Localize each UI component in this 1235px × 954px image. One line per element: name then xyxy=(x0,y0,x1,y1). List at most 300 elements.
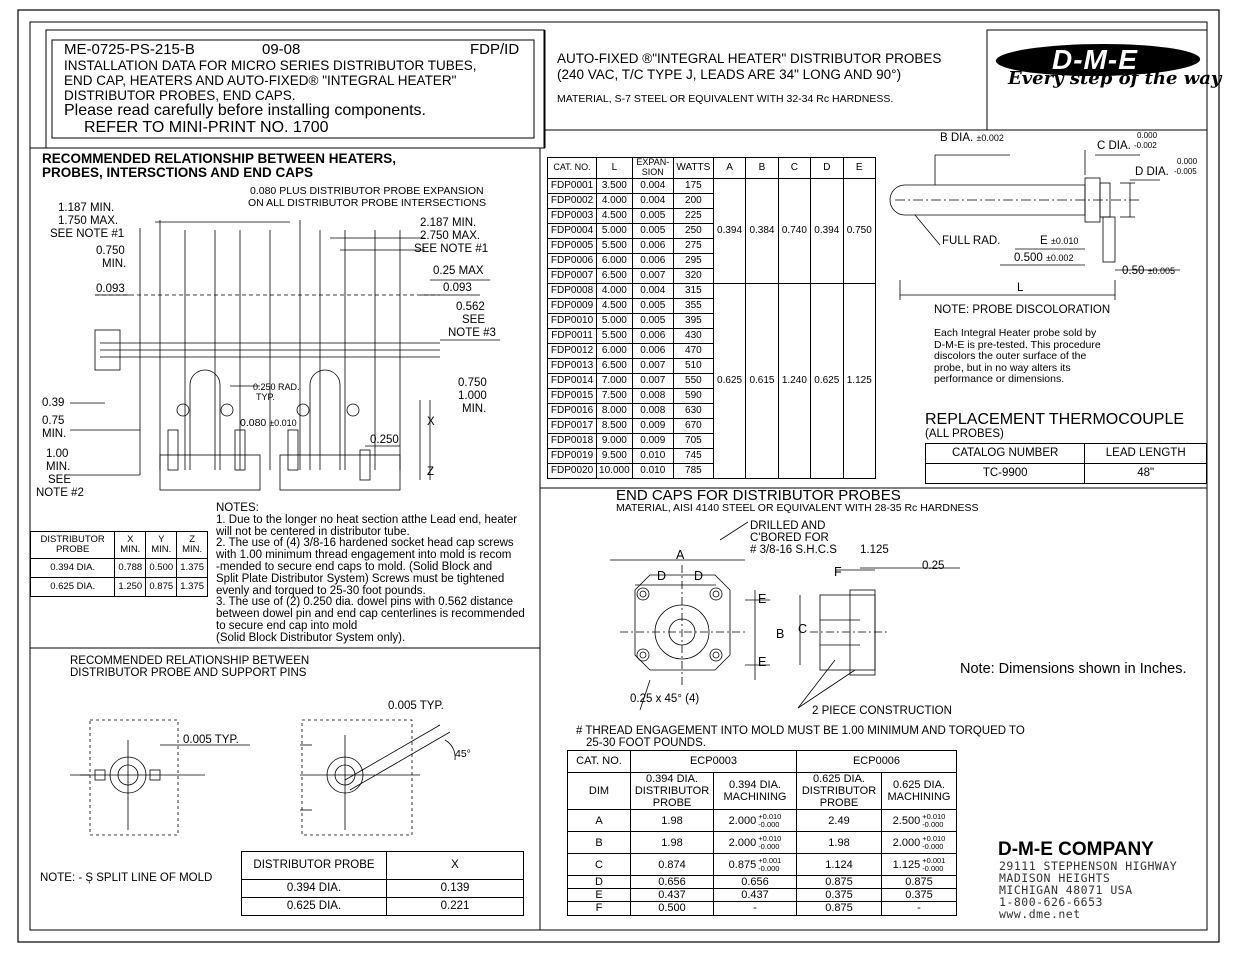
discoloration-line: performance or dimensions. xyxy=(934,373,1065,385)
table-row xyxy=(242,898,524,916)
probe-cell: 250 xyxy=(673,223,713,238)
dim-1187-min: 1.187 MIN. xyxy=(58,202,115,214)
probe-cell: 6.000 xyxy=(597,343,633,358)
refer-note: REFER TO MINI-PRINT NO. 1700 xyxy=(84,119,329,136)
notes-line: NOTES: xyxy=(216,502,259,514)
probe-cell: FDP0010 xyxy=(548,313,597,328)
probe-cell: 355 xyxy=(673,298,713,313)
end-cap-two-piece: 2 PIECE CONSTRUCTION xyxy=(812,705,952,717)
probe-cell: 6.000 xyxy=(597,253,633,268)
support-pins-table xyxy=(241,851,524,916)
probe-cell: 8.500 xyxy=(597,418,633,433)
notes-line: 3. The use of (2) 0.250 dia. dowel pins with 0.562 distance xyxy=(216,596,514,609)
ecp-value: 1.124 xyxy=(825,858,853,871)
dim-0250-rad: 0.250 RAD. xyxy=(253,382,300,392)
ecp-value: 0.375 xyxy=(905,889,933,902)
probe-cell: FDP0003 xyxy=(548,208,597,223)
probe-cell: FDP0013 xyxy=(548,358,597,373)
support-title-2: DISTRIBUTOR PROBE AND SUPPORT PINS xyxy=(70,667,307,679)
dim-c-tol-bot: -0.002 xyxy=(1134,141,1157,150)
ecp-tolerance xyxy=(922,857,945,873)
probe-cell: 470 xyxy=(673,343,713,358)
end-cap-dim-e1: E xyxy=(758,592,767,606)
discoloration-line: D-M-E is pre-tested. This procedure xyxy=(934,338,1101,351)
ecp-tolerance-plus: +0.010 xyxy=(922,811,946,821)
ecp-value: 1.98 xyxy=(661,814,683,827)
ecp-value: - xyxy=(917,902,921,915)
probe-cell: 0.007 xyxy=(632,358,673,373)
dim-0750-right: 0.750 xyxy=(458,377,487,389)
ecp-cell xyxy=(714,854,797,876)
discoloration-line: Each Integral Heater probe sold by xyxy=(934,327,1097,339)
dim-c-tol-top: 0.000 xyxy=(1137,131,1158,140)
please-read-note: Please read carefully before installing components. xyxy=(64,102,426,119)
probe-cell: 0.005 xyxy=(632,223,673,238)
end-cap-dim-f: F xyxy=(834,565,842,579)
xyz-header-x: X MIN. xyxy=(115,532,146,559)
tc-header-lead: LEAD LENGTH xyxy=(1085,444,1207,464)
ecp-cell xyxy=(797,832,882,854)
thread-note-2: 25-30 FOOT POUNDS. xyxy=(586,737,706,749)
notes-line: (Solid Block Distributor System only). xyxy=(216,631,406,644)
discoloration-line: discolors the outer surface of the xyxy=(934,350,1087,362)
end-caps-title: END CAPS FOR DISTRIBUTOR PROBES xyxy=(616,487,901,504)
probe-cell: 7.000 xyxy=(597,373,633,388)
ecp-value: 2.000 xyxy=(728,814,757,827)
xyz-min-table xyxy=(30,531,208,597)
xyz-header-probe: DISTRIBUTOR PROBE xyxy=(31,532,115,559)
ecp-value: 1.125 xyxy=(892,858,921,871)
probe-cell: 6.500 xyxy=(597,268,633,283)
probe-cell: 430 xyxy=(673,328,713,343)
dim-full-rad: FULL RAD. xyxy=(942,235,1001,247)
tc-lead-length: 48" xyxy=(1085,464,1207,484)
probe-cell: 0.006 xyxy=(632,328,673,343)
probe-cell: 6.500 xyxy=(597,358,633,373)
probe-cell: 0.004 xyxy=(632,283,673,298)
dim-025-max: 0.25 MAX xyxy=(433,265,484,277)
expansion-note-2: ON ALL DISTRIBUTOR PROBE INTERSECTIONS xyxy=(248,197,487,209)
probe-cell: 745 xyxy=(673,448,713,463)
dim-0750-min-label: MIN. xyxy=(102,258,127,270)
ecp-tolerance-minus: -0.000 xyxy=(922,863,944,873)
probe-cell: 705 xyxy=(673,433,713,448)
dim-2750-max: 2.750 MAX. xyxy=(420,230,481,242)
probe-dim-cell: 0.394 xyxy=(713,178,745,283)
dim-0562-note: NOTE #3 xyxy=(448,327,496,339)
end-cap-dim-d1: D xyxy=(657,569,667,583)
dimensions-note: Note: Dimensions shown in Inches. xyxy=(960,661,1187,677)
ecp-sub-header: 0.394 DIA. MACHINING xyxy=(714,773,797,810)
probe-cell: 0.009 xyxy=(632,418,673,433)
table-row xyxy=(568,902,957,915)
xyz-cell: 0.625 DIA. xyxy=(31,578,115,597)
dim-0093-left: 0.093 xyxy=(96,283,125,295)
notes-line: -mended to secure end caps to mold. (Solid Block and xyxy=(216,560,493,573)
probe-cell: FDP0005 xyxy=(548,238,597,253)
notes-line: with 1.00 minimum thread engagement into mold is recom xyxy=(216,549,512,562)
probe-cell: 225 xyxy=(673,208,713,223)
notes-line: will not be centered in distributor tube. xyxy=(216,525,410,538)
probe-cell: 0.008 xyxy=(632,388,673,403)
ecp-value: 2.500 xyxy=(892,814,921,827)
end-cap-dim-1125: 1.125 xyxy=(860,544,889,556)
probe-catalog-table xyxy=(547,157,876,479)
notes-line: evenly and torqued to 25-30 foot pounds. xyxy=(216,584,426,597)
probe-cell: 9.500 xyxy=(597,448,633,463)
probe-cell: FDP0014 xyxy=(548,373,597,388)
support-cell: 0.221 xyxy=(387,898,524,916)
probe-cell: 5.000 xyxy=(597,313,633,328)
ecp-header-cat: CAT. NO. xyxy=(568,751,631,773)
xyz-cell: 0.875 xyxy=(146,578,177,597)
company-address-line: 29111 STEPHENSON HIGHWAY xyxy=(999,859,1178,873)
logo-tagline: Every step of the way xyxy=(1008,68,1222,89)
probes-material: MATERIAL, S-7 STEEL OR EQUIVALENT WITH 32-34 Rc HARDNESS. xyxy=(557,93,894,105)
ecp-cell xyxy=(714,810,797,832)
dim-0562: 0.562 xyxy=(456,301,485,313)
support-cell: 0.625 DIA. xyxy=(242,898,387,916)
dim-see-note-1-left: SEE NOTE #1 xyxy=(50,228,125,240)
dim-2187-min: 2.187 MIN. xyxy=(420,217,477,229)
probe-cell: FDP0019 xyxy=(548,448,597,463)
xyz-cell: 1.375 xyxy=(177,578,208,597)
probe-header-watts: WATTS xyxy=(673,158,713,179)
ecp-tolerance xyxy=(758,835,781,851)
ecp-cell xyxy=(568,876,631,889)
probe-cell: 630 xyxy=(673,403,713,418)
dim-039: 0.39 xyxy=(42,397,65,409)
ecp-sub-header: 0.625 DIA. DISTRIBUTOR PROBE xyxy=(797,773,882,810)
company-address-line: MICHIGAN 48071 USA xyxy=(999,883,1133,897)
ecp-cell xyxy=(568,854,631,876)
notes-line: between dowel pin and end cap centerlines is recommended xyxy=(216,608,525,621)
dim-0500: 0.500 ±0.002 xyxy=(1014,252,1074,264)
ecp-value: F xyxy=(595,902,603,915)
ecp-value: A xyxy=(595,814,603,827)
dim-0080: 0.080 ±0.010 xyxy=(240,417,297,429)
ecp-cell xyxy=(882,889,957,902)
dim-100: 1.00 xyxy=(46,448,69,460)
xyz-cell: 0.394 DIA. xyxy=(31,559,115,578)
support-angle: 45° xyxy=(455,748,471,760)
ecp-tolerance-plus: +0.010 xyxy=(758,833,782,843)
ecp-value: 0.875 xyxy=(825,902,853,915)
xyz-cell: 0.788 xyxy=(115,559,146,578)
probe-dim-cell: 1.125 xyxy=(843,283,875,478)
probe-header-c: C xyxy=(778,158,810,179)
thermocouple-table xyxy=(925,443,1207,484)
notes-line: Split Plate Distributor System) Screws must be tightened xyxy=(216,572,505,585)
probe-cell: 9.000 xyxy=(597,433,633,448)
probe-cell: 0.010 xyxy=(632,448,673,463)
dim-x-label: X xyxy=(427,416,435,428)
tc-catalog-number: TC-9900 xyxy=(926,464,1085,484)
dim-0093-right: 0.093 xyxy=(443,282,472,294)
ecp-sub-header: 0.625 DIA. MACHINING xyxy=(882,773,957,810)
probe-cell: 8.000 xyxy=(597,403,633,418)
end-cap-drilled-3: # 3/8-16 S.H.C.S xyxy=(750,544,837,556)
ecp-cell xyxy=(631,832,714,854)
probe-cell: 590 xyxy=(673,388,713,403)
dim-0562-see: SEE xyxy=(462,314,486,326)
dim-1750-max: 1.750 MAX. xyxy=(58,215,119,227)
table-row xyxy=(568,810,957,832)
dim-0250: 0.250 xyxy=(370,434,399,446)
probe-cell: 275 xyxy=(673,238,713,253)
company-website: www.dme.net xyxy=(999,907,1081,921)
company-address xyxy=(999,860,1177,920)
logo-brand: D-M-E xyxy=(1052,44,1138,75)
probe-dim-cell: 0.384 xyxy=(746,178,778,283)
ecp-value: 2.000 xyxy=(892,836,921,849)
probe-header-b: B xyxy=(746,158,778,179)
probe-cell: FDP0008 xyxy=(548,283,597,298)
ecp-value: C xyxy=(595,858,603,871)
probe-cell: 5.500 xyxy=(597,328,633,343)
probe-cell: 7.500 xyxy=(597,388,633,403)
dim-see-note-1-right: SEE NOTE #1 xyxy=(414,243,489,255)
discoloration-text xyxy=(934,328,1101,386)
ecp-value: 0.875 xyxy=(905,876,933,889)
dim-d-tol-bot: -0.005 xyxy=(1174,167,1197,176)
support-typ-left: 0.005 TYP. xyxy=(183,734,239,746)
ecp-table xyxy=(567,750,957,916)
ecp-tolerance-plus: +0.010 xyxy=(922,833,946,843)
ecp-cell xyxy=(568,889,631,902)
ecp-value: 0.656 xyxy=(741,876,769,889)
probe-dim-cell: 0.615 xyxy=(746,283,778,478)
ecp-value: 0.656 xyxy=(658,876,686,889)
probe-cell: 200 xyxy=(673,193,713,208)
probe-cell: FDP0015 xyxy=(548,388,597,403)
ecp-cell xyxy=(882,832,957,854)
ecp-tolerance-minus: -0.000 xyxy=(922,819,944,829)
ecp-cell xyxy=(882,902,957,915)
ecp-cell xyxy=(882,876,957,889)
ecp-value: D xyxy=(595,876,603,889)
dim-z-label: Z xyxy=(427,466,435,478)
ecp-tolerance xyxy=(922,835,945,851)
probe-dim-cell: 0.625 xyxy=(811,283,843,478)
end-cap-drilled-2: C'BORED FOR xyxy=(750,532,829,544)
probe-cell: 785 xyxy=(673,463,713,478)
dim-l: L xyxy=(1017,282,1024,294)
probe-cell: FDP0004 xyxy=(548,223,597,238)
probe-cell: 395 xyxy=(673,313,713,328)
end-cap-dim-a: A xyxy=(676,548,685,562)
ecp-cell xyxy=(714,902,797,915)
ecp-cell xyxy=(631,889,714,902)
probe-dim-cell: 0.750 xyxy=(843,178,875,283)
ecp-value: 0.437 xyxy=(741,889,769,902)
probe-cell: FDP0012 xyxy=(548,343,597,358)
ecp-tolerance-plus: +0.010 xyxy=(758,811,782,821)
end-cap-chamfer: 0.25 x 45° (4) xyxy=(630,693,700,705)
expansion-note-1: 0.080 PLUS DISTRIBUTOR PROBE EXPANSION xyxy=(250,185,484,197)
xyz-header-y: Y MIN. xyxy=(146,532,177,559)
probe-cell: FDP0007 xyxy=(548,268,597,283)
probe-cell: 175 xyxy=(673,178,713,193)
probe-cell: 5.000 xyxy=(597,223,633,238)
ecp-value: 0.875 xyxy=(728,858,757,871)
dim-075-min: MIN. xyxy=(42,428,67,440)
dim-d-dia: D DIA. xyxy=(1135,166,1169,178)
probe-cell: 510 xyxy=(673,358,713,373)
ecp-tolerance-minus: -0.000 xyxy=(922,841,944,851)
probe-cell: 295 xyxy=(673,253,713,268)
dim-0750-min: 0.750 xyxy=(96,245,125,257)
ecp-tolerance-minus: -0.000 xyxy=(758,841,780,851)
ecp-tolerance xyxy=(758,857,781,873)
probe-cell: 0.004 xyxy=(632,193,673,208)
support-title-1: RECOMMENDED RELATIONSHIP BETWEEN xyxy=(70,655,310,667)
probe-dim-cell: 1.240 xyxy=(778,283,810,478)
probe-cell: 0.007 xyxy=(632,268,673,283)
ecp-value: 0.375 xyxy=(825,889,853,902)
support-header-probe: DISTRIBUTOR PROBE xyxy=(242,852,387,880)
dim-b-dia: B DIA. ±0.002 xyxy=(940,132,1004,144)
ecp-cell xyxy=(797,889,882,902)
ecp-value: - xyxy=(753,902,757,915)
ecp-header-dim: DIM xyxy=(568,773,631,810)
split-line-note: NOTE: - Ș SPLIT LINE OF MOLD xyxy=(40,872,213,884)
ecp-header-ecp0003: ECP0003 xyxy=(631,751,797,773)
end-cap-dim-d2: D xyxy=(694,569,704,583)
end-cap-drilled-1: DRILLED AND xyxy=(750,520,826,532)
doc-number: ME-0725-PS-215-B xyxy=(64,41,195,58)
support-cell: 0.394 DIA. xyxy=(242,880,387,898)
dim-e: E ±0.010 xyxy=(1040,235,1079,247)
thermocouple-title: REPLACEMENT THERMOCOUPLE xyxy=(925,411,1185,428)
support-typ-right: 0.005 TYP. xyxy=(388,700,444,712)
probe-cell: 670 xyxy=(673,418,713,433)
dim-100-see: SEE xyxy=(48,474,72,486)
ecp-value: E xyxy=(595,889,603,902)
probe-header-a: A xyxy=(713,158,745,179)
probes-title-line-2: (240 VAC, T/C TYPE J, LEADS ARE 34" LONG AND 90°) xyxy=(557,67,902,82)
probe-cell: 0.007 xyxy=(632,373,673,388)
probe-header-e: E xyxy=(843,158,875,179)
ecp-cell xyxy=(882,854,957,876)
ecp-value: 1.98 xyxy=(828,836,850,849)
end-cap-dim-e2: E xyxy=(758,655,767,669)
probe-cell: 3.500 xyxy=(597,178,633,193)
dim-100-min: MIN. xyxy=(46,461,71,473)
header-title-line-1: INSTALLATION DATA FOR MICRO SERIES DISTRIBUTOR TUBES, xyxy=(64,58,477,73)
ecp-value: 0.875 xyxy=(825,876,853,889)
end-cap-dim-025: 0.25 xyxy=(922,560,945,572)
xyz-cell: 1.250 xyxy=(115,578,146,597)
probe-cell: FDP0001 xyxy=(548,178,597,193)
table-row xyxy=(568,832,957,854)
ecp-cell xyxy=(568,810,631,832)
probe-cell: FDP0011 xyxy=(548,328,597,343)
probe-cell: 4.000 xyxy=(597,193,633,208)
table-row xyxy=(31,559,208,578)
probe-cell: FDP0020 xyxy=(548,463,597,478)
probe-cell: 0.010 xyxy=(632,463,673,478)
ecp-cell xyxy=(631,854,714,876)
ecp-value: 0.874 xyxy=(658,858,686,871)
probe-cell: 0.006 xyxy=(632,253,673,268)
dim-c-dia: C DIA. xyxy=(1097,140,1131,152)
ecp-cell xyxy=(568,832,631,854)
probe-cell: 550 xyxy=(673,373,713,388)
probe-cell: 5.500 xyxy=(597,238,633,253)
header-title-line-2: END CAP, HEATERS AND AUTO-FIXED® "INTEGRAL HEATER" xyxy=(64,73,457,88)
table-row xyxy=(568,889,957,902)
end-cap-dim-c: C xyxy=(798,622,808,636)
probe-header-cat: CAT. NO. xyxy=(548,158,597,179)
probe-cell: 10.000 xyxy=(597,463,633,478)
tc-header-catalog: CATALOG NUMBER xyxy=(926,444,1085,464)
end-cap-dim-b: B xyxy=(776,627,785,641)
ecp-value: 0.500 xyxy=(658,902,686,915)
table-row xyxy=(548,178,876,193)
support-header-x: X xyxy=(387,852,524,880)
dim-100-note: NOTE #2 xyxy=(36,487,84,499)
probe-cell: 0.006 xyxy=(632,238,673,253)
ecp-value: 1.98 xyxy=(661,836,683,849)
probe-header-l: L xyxy=(597,158,633,179)
heater-title-line-1: RECOMMENDED RELATIONSHIP BETWEEN HEATERS, xyxy=(42,151,397,166)
notes-line: 2. The use of (4) 3/8-16 hardened socket head cap screws xyxy=(216,537,514,550)
support-cell: 0.139 xyxy=(387,880,524,898)
probe-cell: FDP0009 xyxy=(548,298,597,313)
probe-dim-cell: 0.625 xyxy=(713,283,745,478)
company-address-line: MADISON HEIGHTS xyxy=(999,871,1111,885)
ecp-sub-header: 0.394 DIA. DISTRIBUTOR PROBE xyxy=(631,773,714,810)
company-name: D-M-E COMPANY xyxy=(998,839,1154,860)
ecp-value: 2.49 xyxy=(828,814,850,827)
ecp-tolerance xyxy=(922,813,945,829)
probe-header-d: D xyxy=(811,158,843,179)
discoloration-title: NOTE: PROBE DISCOLORATION xyxy=(934,304,1111,316)
ecp-value: 2.000 xyxy=(728,836,757,849)
notes-line: 1. Due to the longer no heat section atthe Lead end, heater xyxy=(216,513,518,526)
probe-cell: FDP0017 xyxy=(548,418,597,433)
ecp-value: 0.437 xyxy=(658,889,686,902)
probe-cell: FDP0006 xyxy=(548,253,597,268)
ecp-cell xyxy=(797,854,882,876)
ecp-cell xyxy=(797,810,882,832)
probe-cell: 0.009 xyxy=(632,433,673,448)
ecp-tolerance-plus: +0.001 xyxy=(922,855,946,865)
ecp-cell xyxy=(714,889,797,902)
notes-block xyxy=(216,503,525,645)
probe-cell: 0.005 xyxy=(632,298,673,313)
probe-cell: 4.000 xyxy=(597,283,633,298)
ecp-cell xyxy=(714,832,797,854)
end-caps-material: MATERIAL, AISI 4140 STEEL OR EQUIVALENT WITH 28-35 Rc HARDNESS xyxy=(616,502,979,514)
probe-cell: 320 xyxy=(673,268,713,283)
xyz-header-z: Z MIN. xyxy=(177,532,208,559)
dim-d-tol-top: 0.000 xyxy=(1177,157,1198,166)
probe-dim-cell: 0.394 xyxy=(811,178,843,283)
dim-075: 0.75 xyxy=(42,415,65,427)
doc-dept: FDP/ID xyxy=(470,41,520,58)
xyz-cell: 0.500 xyxy=(146,559,177,578)
table-row xyxy=(568,854,957,876)
ecp-tolerance xyxy=(758,813,781,829)
probe-dim-cell: 0.740 xyxy=(778,178,810,283)
doc-date: 09-08 xyxy=(262,41,301,58)
dim-1000-right: 1.000 xyxy=(458,390,487,402)
probe-cell: FDP0018 xyxy=(548,433,597,448)
xyz-cell: 1.375 xyxy=(177,559,208,578)
probe-cell: 0.004 xyxy=(632,178,673,193)
